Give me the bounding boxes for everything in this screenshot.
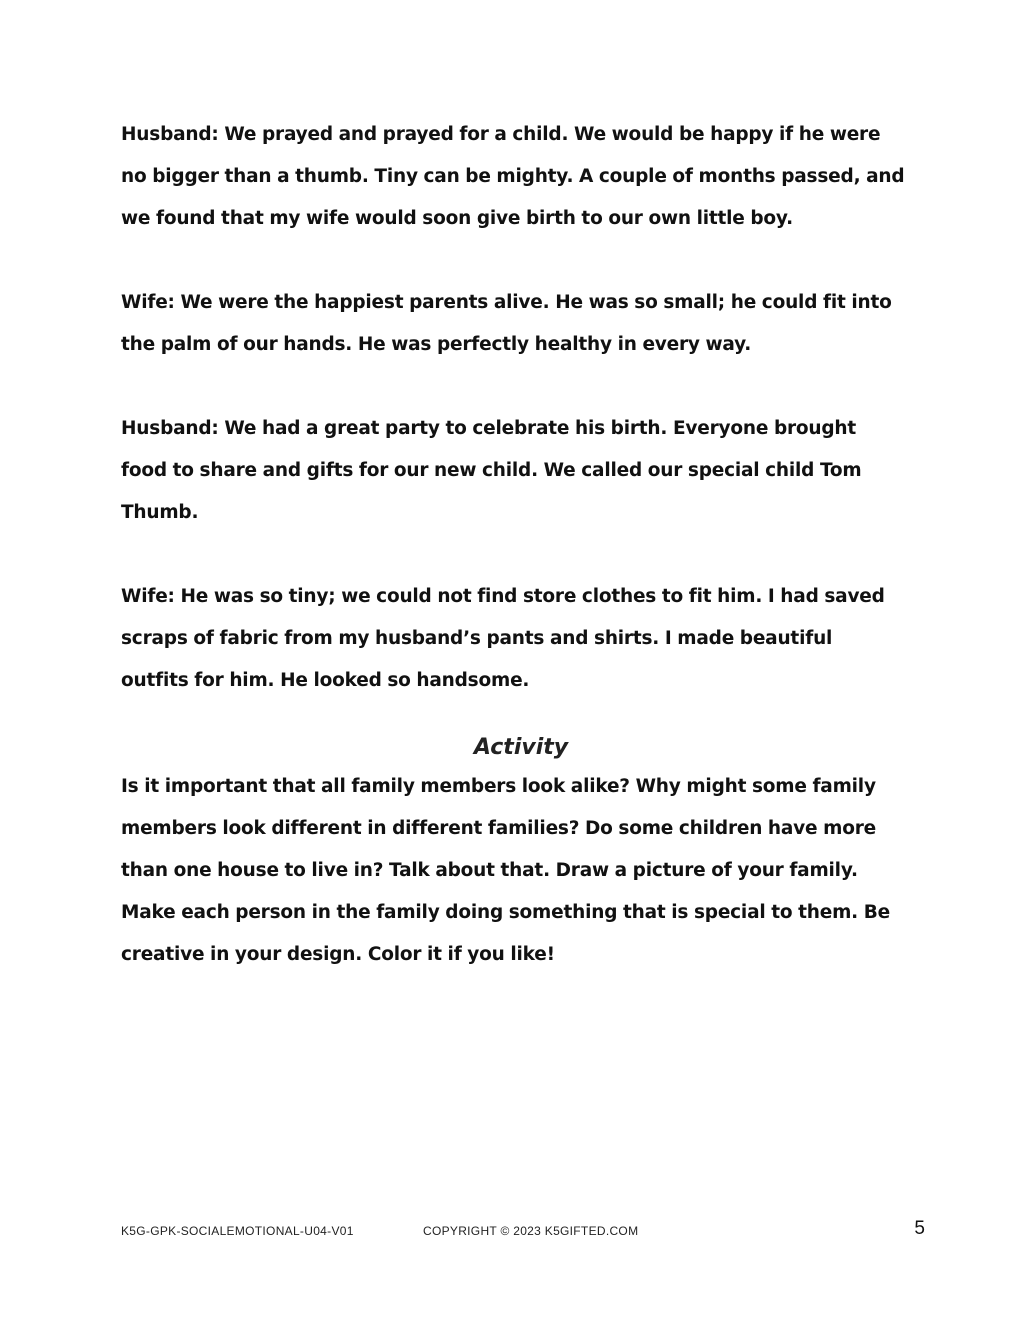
activity-paragraph	[121, 766, 921, 976]
document-code: K5G-GPK-SOCIALEMOTIONAL-U04-V01	[121, 1224, 354, 1238]
text-line: Make each person in the family doing something that is special to them. Be	[121, 902, 890, 923]
text-line: Husband: We prayed and prayed for a child. We would be happy if he were	[121, 124, 881, 145]
story-paragraph-4	[121, 576, 921, 702]
page-number: 5	[914, 1218, 925, 1239]
text-line: outfits for him. He looked so handsome.	[121, 670, 530, 691]
page-content	[121, 114, 921, 976]
text-line: Husband: We had a great party to celebrate his birth. Everyone brought	[121, 418, 857, 439]
text-line: creative in your design. Color it if you like!	[121, 944, 555, 965]
text-line: no bigger than a thumb. Tiny can be mighty. A couple of months passed, and	[121, 166, 905, 187]
text-line: Wife: He was so tiny; we could not find store clothes to fit him. I had saved	[121, 586, 885, 607]
text-line: Wife: We were the happiest parents alive. He was so small; he could fit into	[121, 292, 892, 313]
story-paragraph-2	[121, 282, 921, 366]
text-line: members look different in different families? Do some children have more	[121, 818, 876, 839]
text-line: than one house to live in? Talk about that. Draw a picture of your family.	[121, 860, 858, 881]
text-line: Is it important that all family members look alike? Why might some family	[121, 776, 876, 797]
text-line: we found that my wife would soon give birth to our own little boy.	[121, 208, 793, 229]
text-line: the palm of our hands. He was perfectly healthy in every way.	[121, 334, 752, 355]
page-footer	[121, 1218, 925, 1244]
copyright-notice: COPYRIGHT © 2023 K5GIFTED.COM	[423, 1224, 639, 1238]
story-paragraph-1	[121, 114, 921, 240]
text-line: food to share and gifts for our new child. We called our special child Tom	[121, 460, 862, 481]
text-line: scraps of fabric from my husband’s pants and shirts. I made beautiful	[121, 628, 833, 649]
activity-heading: Activity	[473, 735, 569, 760]
text-line: Thumb.	[121, 502, 199, 523]
story-paragraph-3	[121, 408, 921, 534]
